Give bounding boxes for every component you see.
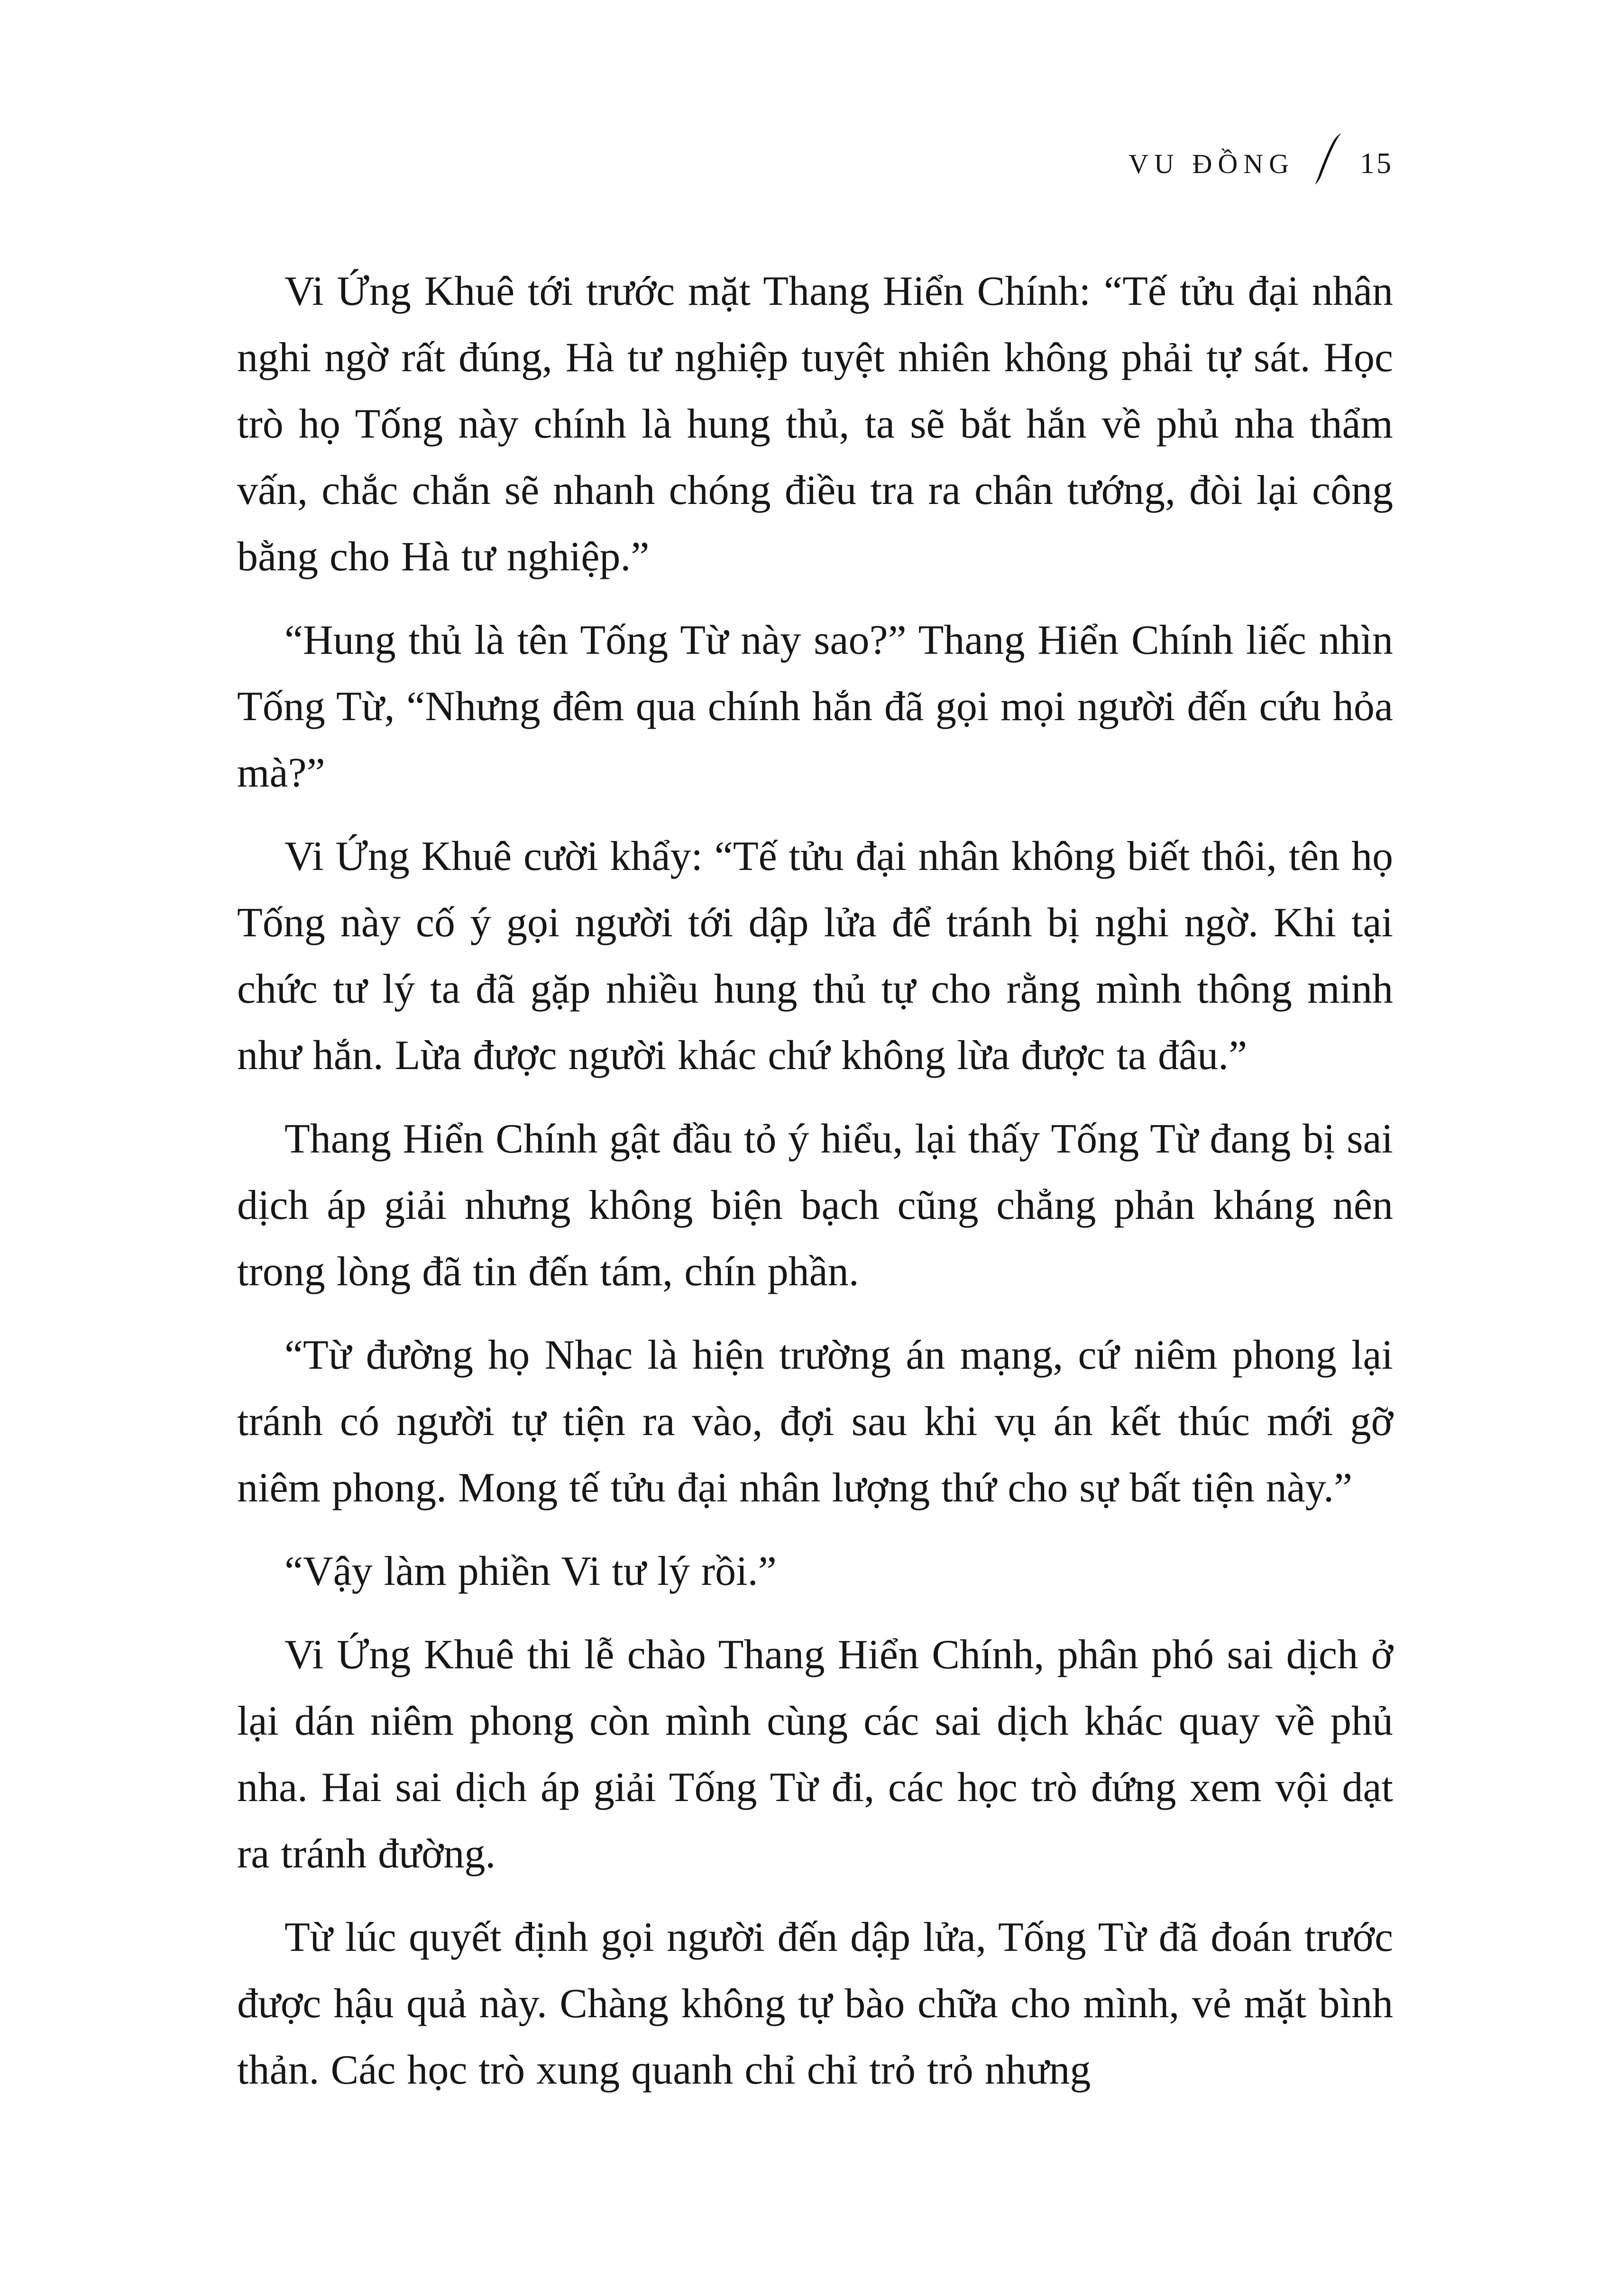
page-header xyxy=(237,140,1393,187)
paragraph: Vi Ứng Khuê cười khẩy: “Tế tửu đại nhân không biết thôi, tên họ Tống này cố ý gọi người tới dập lửa để tránh bị nghi ngờ. Khi tại chức tư lý ta đã gặp nhiều hung thủ tự cho rằng mình thông minh như hắn. Lừa được người khác chứ không lừa được ta đâu.” xyxy=(237,833,1393,1079)
paragraph: “Vậy làm phiền Vi tư lý rồi.” xyxy=(284,1548,777,1594)
paragraph: Vi Ứng Khuê thi lễ chào Thang Hiển Chính, phân phó sai dịch ở lại dán niêm phong còn mình cùng các sai dịch khác quay về phủ nha. Hai sai dịch áp giải Tống Từ đi, các học trò đứng xem vội dạt ra tránh đường. xyxy=(237,1632,1393,1877)
paragraph: “Hung thủ là tên Tống Từ này sao?” Thang Hiển Chính liếc nhìn Tống Từ, “Nhưng đêm qua chính hắn đã gọi mọi người đến cứu hỏa mà?” xyxy=(237,617,1393,796)
paragraph: Vi Ứng Khuê tới trước mặt Thang Hiển Chính: “Tế tửu đại nhân nghi ngờ rất đúng, Hà tư nghiệp tuyệt nhiên không phải tự sát. Học trò họ Tống này chính là hung thủ, ta sẽ bắt hắn về phủ nha thẩm vấn, chắc chắn sẽ nhanh chóng điều tra ra chân tướng, đòi lại công bằng cho Hà tư nghiệp.” xyxy=(237,268,1393,580)
paragraphs xyxy=(237,258,1393,2104)
paragraph: “Từ đường họ Nhạc là hiện trường án mạng, cứ niêm phong lại tránh có người tự tiện ra vào, đợi sau khi vụ án kết thúc mới gỡ niêm phong. Mong tế tửu đại nhân lượng thứ cho sự bất tiện này.” xyxy=(237,1332,1393,1511)
paragraph: Từ lúc quyết định gọi người đến dập lửa, Tống Từ đã đoán trước được hậu quả này. Chàng không tự bào chữa cho mình, vẻ mặt bình thản. Các học trò xung quanh chỉ chỉ trỏ trỏ nhưng xyxy=(237,1914,1393,2093)
running-title: VU ĐỒNG xyxy=(1129,148,1294,179)
paragraph: Thang Hiển Chính gật đầu tỏ ý hiểu, lại thấy Tống Từ đang bị sai dịch áp giải nhưng không biện bạch cũng chẳng phản kháng nên trong lòng đã tin đến tám, chín phần. xyxy=(237,1116,1393,1295)
body-text xyxy=(237,258,1393,2121)
page-number: 15 xyxy=(1360,147,1393,180)
brush-slash-icon xyxy=(1313,130,1344,187)
